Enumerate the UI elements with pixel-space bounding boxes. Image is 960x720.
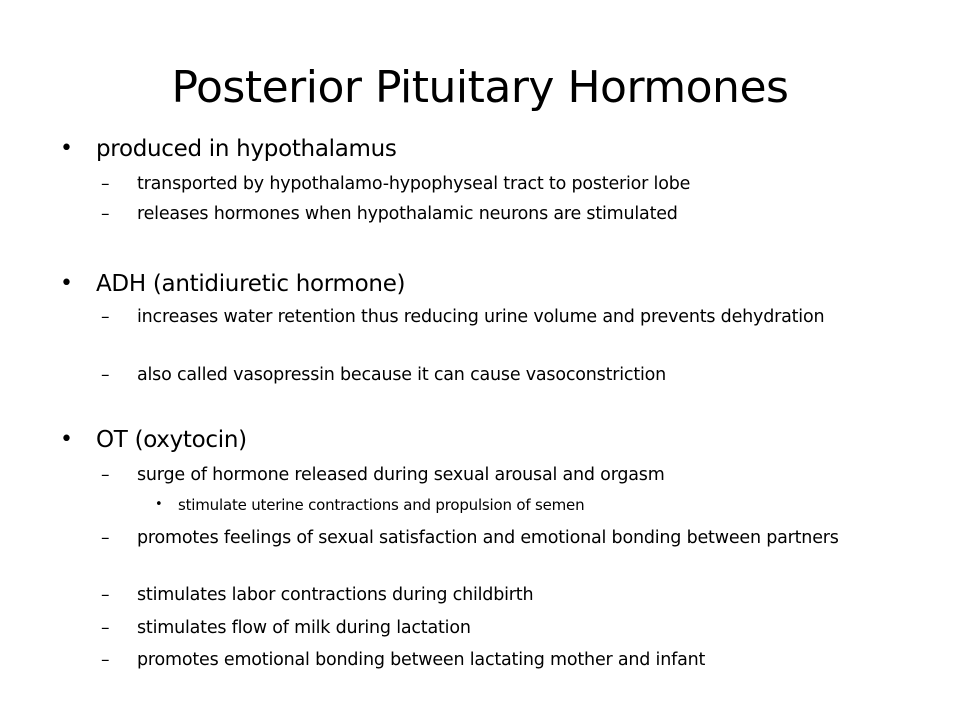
section-heading-adh: ADH (antidiuretic hormone) [96,271,406,297]
dash-marker: – [101,174,110,194]
sub-list-item: stimulate uterine contractions and propulsion of semen [178,496,585,514]
dash-marker: – [101,650,110,670]
dash-marker: – [101,465,110,485]
list-item: promotes emotional bonding between lactating mother and infant [137,650,706,670]
bullet-marker: • [60,271,73,296]
slide-title: Posterior Pituitary Hormones [171,62,789,113]
list-item: stimulates flow of milk during lactation [137,618,471,638]
bullet-marker: • [155,497,163,512]
dash-marker: – [101,365,110,385]
dash-marker: – [101,204,110,224]
list-item: also called vasopressin because it can cause vasoconstriction [137,365,667,385]
list-item: increases water retention thus reducing urine volume and prevents dehydration [137,307,825,327]
bullet-marker: • [60,136,73,161]
dash-marker: – [101,307,110,327]
list-item: surge of hormone released during sexual arousal and orgasm [137,465,665,485]
bullet-marker: • [60,427,73,452]
list-item: releases hormones when hypothalamic neurons are stimulated [137,204,678,224]
section-heading-produced: produced in hypothalamus [96,136,397,162]
list-item: transported by hypothalamo-hypophyseal tract to posterior lobe [137,174,691,194]
dash-marker: – [101,585,110,605]
section-heading-ot: OT (oxytocin) [96,427,247,453]
list-item: stimulates labor contractions during childbirth [137,585,534,605]
list-item: promotes feelings of sexual satisfaction and emotional bonding between partners [137,528,839,548]
dash-marker: – [101,528,110,548]
dash-marker: – [101,618,110,638]
